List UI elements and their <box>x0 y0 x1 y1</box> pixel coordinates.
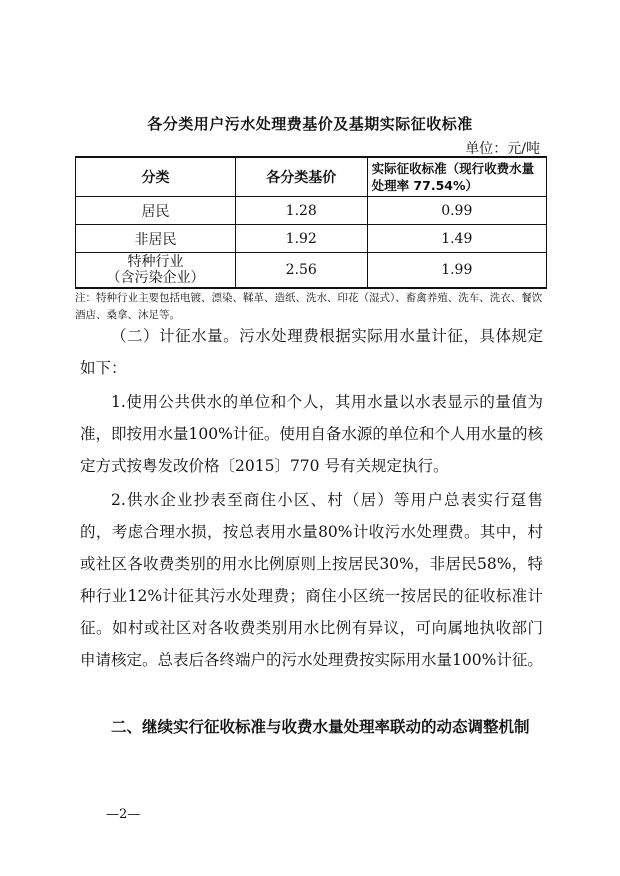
row-category-line2: （含污染企业） <box>106 270 205 286</box>
header-base-price: 各分类基价 <box>235 157 367 197</box>
paragraph-public-supply: 1.使用公共供水的单位和个人，其用水量以水表显示的量值为准，即按用水量100%计征。使用自备水源的单位和个人用水量的核定方式按粤发改价格〔2015〕770 号有关规定执行。 <box>80 393 543 475</box>
row-actual-rate: 1.99 <box>367 253 546 289</box>
table-row <box>76 253 547 289</box>
row-base-price: 2.56 <box>235 253 367 289</box>
row-category: 居民 <box>76 197 236 225</box>
paragraph-metering: （二）计征水量。污水处理费根据实际用水量计征，具体规定如下： <box>80 327 543 377</box>
table-row <box>76 225 547 253</box>
unit-label: 单位：元/吨 <box>465 141 540 157</box>
row-category-line1: 特种行业 <box>127 254 184 270</box>
row-base-price: 1.92 <box>235 225 367 253</box>
row-actual-rate: 0.99 <box>367 197 546 225</box>
fee-table <box>75 156 547 289</box>
row-actual-rate: 1.49 <box>367 225 546 253</box>
paragraph-bulk-meter: 2.供水企业抄表至商住小区、村（居）等用户总表实行趸售的，考虑合理水损，按总表用水量80%计收污水处理费。其中，村或社区各收费类别的用水比例原则上按居民30%，非居民58%，特种行业12%计征其污水处理费；商住小区统一按居民的征收标准计征。如村或社区对各收费类别用水比例有异议，可向属地执收部门申请核定。总表后各终端户的污水处理费按实际用水量100%计征。 <box>80 491 543 669</box>
table-header-row <box>76 157 547 197</box>
header-category: 分类 <box>76 157 236 197</box>
table-row <box>76 197 547 225</box>
row-category <box>76 253 236 289</box>
section-heading: 二、继续实行征收标准与收费水量处理率联动的动态调整机制 <box>111 718 530 736</box>
table-note: 注：特种行业主要包括电镀、漂染、鞣革、造纸、洗水、印花（湿式）、畜禽养殖、洗车、洗衣、餐饮酒店、桑拿、沐足等。 <box>75 292 543 321</box>
row-base-price: 1.28 <box>235 197 367 225</box>
header-actual-rate: 实际征收标准（现行收费水量处理率 77.54%） <box>367 157 546 197</box>
row-category: 非居民 <box>76 225 236 253</box>
table-title: 各分类用户污水处理费基价及基期实际征收标准 <box>147 115 473 133</box>
page-number: —2— <box>106 807 141 822</box>
